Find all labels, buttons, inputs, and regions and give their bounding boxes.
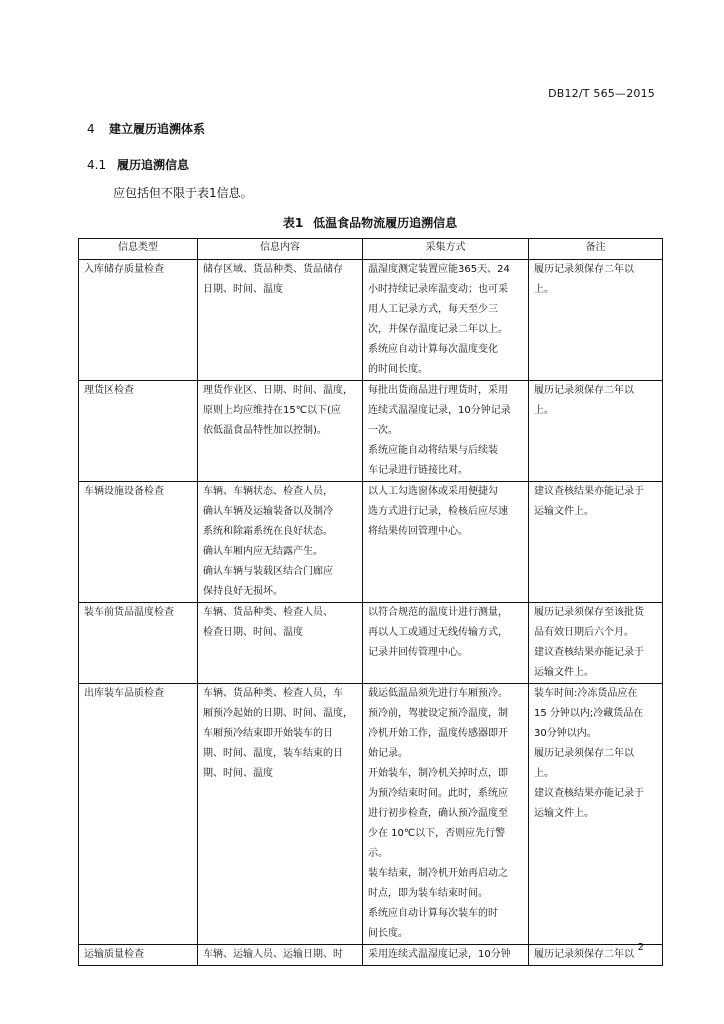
cell-line: 每批出货商品进行理货时，采用 [368,385,508,396]
cell-line: 载运低温品须先进行车厢预冷。 [368,688,508,699]
table-header-row [79,239,663,260]
cell-remarks [529,603,663,684]
section-title: 建立履历追溯体系 [109,122,206,136]
table-caption-number: 表1 [282,216,304,230]
cell-line: 再以人工或通过无线传输方式， [368,627,508,638]
cell-info-content [198,381,363,482]
cell-line: 期、时间、温度 [203,768,273,779]
cell-line: 始记录。 [368,748,408,759]
cell-line: 装车结束，制冷机开始再启动之 [368,868,508,879]
cell-line: 示。 [368,848,388,859]
cell-info-content [198,482,363,603]
cell-line: 车辆、运输人员、运输日期、时 [203,949,343,960]
cell-line: 装车时间:冷冻货品应在 [534,688,638,699]
table-row [79,945,663,966]
cell-line: 车厢预冷结束即开始装车的日 [203,728,333,739]
cell-line: 车辆、车辆状态、检查人员， [203,486,333,497]
header-collection-method: 采集方式 [363,239,529,260]
cell-info-type: 入库储存质量检查 [79,260,198,381]
cell-line: 以符合规范的温度计进行测量， [368,607,508,618]
cell-collection-method [363,684,529,945]
cell-collection-method [363,945,529,966]
cell-line: 储存区域、货品种类、货品储存 [203,264,343,275]
cell-collection-method [363,260,529,381]
table-row [79,381,663,482]
cell-line: 为预冷结束时间。此时，系统应 [368,788,508,799]
cell-line: 确认车辆与装载区结合门廊应 [203,566,333,577]
cell-line: 理货作业区、日期、时间、温度， [203,385,353,396]
cell-remarks [529,684,663,945]
cell-line: 时点，即为装车结束时间。 [368,888,488,899]
cell-info-type: 运输质量检查 [79,945,198,966]
cell-line: 确认车厢内应无结露产生。 [203,546,323,557]
cell-line: 以人工勾选窗体或采用便捷勾 [368,486,498,497]
cell-line: 厢预冷起始的日期、时间、温度， [203,708,353,719]
cell-remarks [529,260,663,381]
cell-line: 上。 [534,284,554,295]
cell-line: 履历记录须保存至该批货 [534,607,644,618]
cell-line: 履历记录须保存二年以 [534,748,634,759]
cell-line: 运输文件上。 [534,506,594,517]
cell-line: 进行初步检查，确认预冷温度至 [368,808,508,819]
table-caption-title: 低温食品物流履历追溯信息 [313,216,458,230]
cell-line: 履历记录须保存二年以 [534,949,634,960]
cell-line: 履历记录须保存二年以 [534,264,634,275]
cell-line: 开始装车，制冷机关掉时点，即 [368,768,508,779]
cell-line: 上。 [534,768,554,779]
subsection-number: 4.1 [87,158,107,172]
cell-line: 一次。 [368,425,398,436]
cell-line: 预冷前，驾驶设定预冷温度，制 [368,708,508,719]
cell-remarks [529,482,663,603]
cell-line: 车记录进行链接比对。 [368,465,468,476]
header-info-type: 信息类型 [79,239,198,260]
cell-line: 依低温食品特性加以控制)。 [203,425,327,436]
traceability-table [78,238,663,966]
intro-paragraph: 应包括但不限于表1信息。 [113,186,253,200]
cell-line: 30分钟以内。 [534,728,597,739]
cell-line: 的时间长度。 [368,364,428,375]
cell-line: 采用连续式温湿度记录，10分钟 [368,949,511,960]
cell-line: 车辆、货品种类、检查人员、 [203,607,333,618]
cell-line: 上。 [534,405,554,416]
section-heading [87,120,205,137]
cell-line: 建议查核结果亦能记录于 [534,788,644,799]
cell-line: 将结果传回管理中心。 [368,526,468,537]
cell-line: 记录并回传管理中心。 [368,647,468,658]
cell-info-type: 车辆设施设备检查 [79,482,198,603]
table-row [79,260,663,381]
table-row [79,482,663,603]
cell-info-content [198,603,363,684]
cell-info-type: 装车前货品温度检查 [79,603,198,684]
cell-line: 小时持续记录库温变动；也可采 [368,284,508,295]
cell-line: 品有效日期后六个月。 [534,627,634,638]
header-remarks: 备注 [529,239,663,260]
cell-info-type: 理货区检查 [79,381,198,482]
cell-line: 日期、时间、温度 [203,284,283,295]
cell-line: 温湿度测定装置应能365天、24 [368,264,510,275]
table-row [79,684,663,945]
cell-line: 系统应能自动将结果与后续装 [368,445,498,456]
section-number: 4 [87,122,95,136]
cell-info-content [198,260,363,381]
cell-remarks [529,381,663,482]
cell-line: 选方式进行记录，检核后应尽速 [368,506,508,517]
cell-line: 系统应自动计算每次温度变化 [368,344,498,355]
cell-line: 检查日期、时间、温度 [203,627,303,638]
cell-info-type: 出库装车品质检查 [79,684,198,945]
cell-line: 15 分钟以内;冷藏货品在 [534,708,644,719]
cell-line: 连续式温湿度记录，10分钟记录 [368,405,511,416]
subsection-heading [87,156,189,173]
header-info-content: 信息内容 [198,239,363,260]
table-caption [78,214,662,231]
cell-line: 用人工记录方式，每天至少三 [368,304,498,315]
cell-line: 建议查核结果亦能记录于 [534,486,644,497]
page-number: 2 [637,942,644,953]
cell-line: 原则上均应维持在15℃以下(应 [203,405,341,416]
document-code: DB12/T 565—2015 [548,87,655,100]
cell-line: 系统和除霜系统在良好状态。 [203,526,333,537]
cell-line: 冷机开始工作，温度传感器即开 [368,728,508,739]
cell-line: 运输文件上。 [534,667,594,678]
cell-collection-method [363,482,529,603]
cell-line: 运输文件上。 [534,808,594,819]
cell-line: 少在 10℃以下，否则应先行警 [368,828,506,839]
cell-info-content [198,945,363,966]
subsection-title: 履历追溯信息 [117,158,190,172]
cell-info-content [198,684,363,945]
cell-collection-method [363,381,529,482]
table-row [79,603,663,684]
cell-line: 确认车辆及运输装备以及制冷 [203,506,333,517]
cell-collection-method [363,603,529,684]
cell-line: 履历记录须保存二年以 [534,385,634,396]
cell-line: 次，并保存温度记录二年以上。 [368,324,508,335]
cell-line: 期、时间、温度，装车结束的日 [203,748,343,759]
cell-line: 建议查核结果亦能记录于 [534,647,644,658]
cell-line: 系统应自动计算每次装车的时 [368,908,498,919]
cell-line: 保持良好无损坏。 [203,586,283,597]
cell-line: 间长度。 [368,928,408,939]
cell-line: 车辆、货品种类、检查人员，车 [203,688,343,699]
